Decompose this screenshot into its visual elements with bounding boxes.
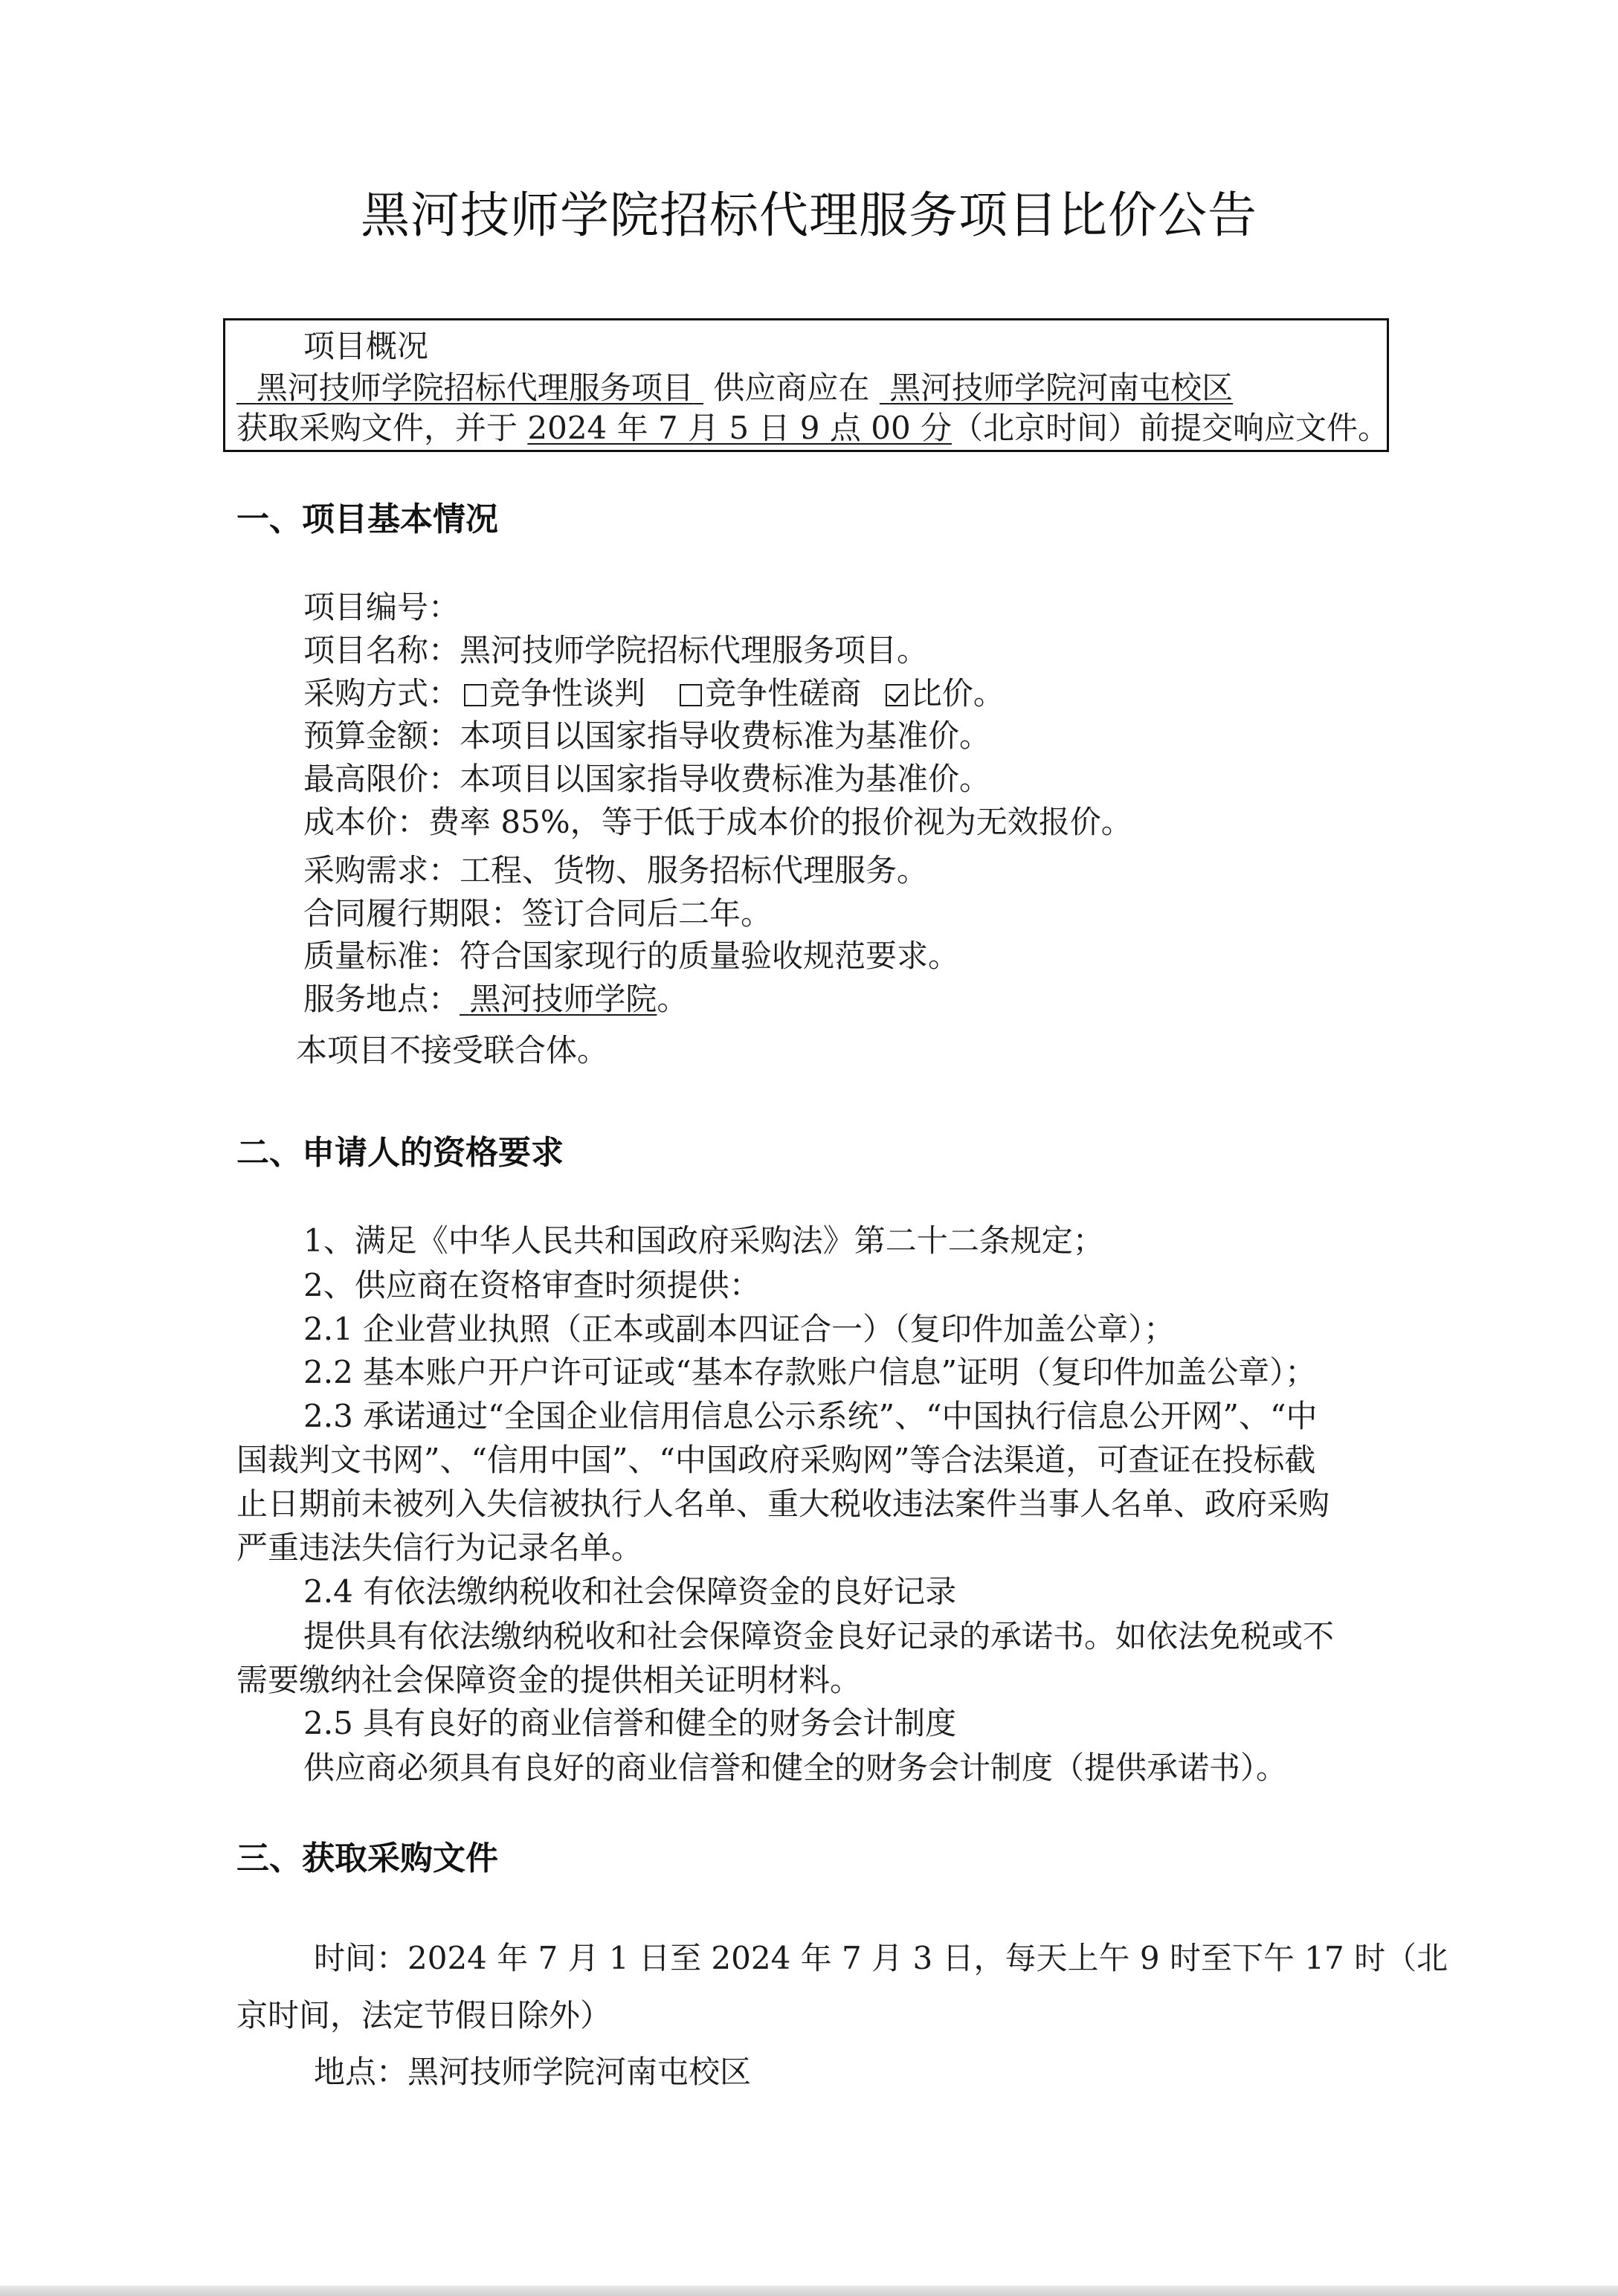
qualification-line: 1、满足《中华人民共和国政府采购法》第二十二条规定； bbox=[303, 1222, 1104, 1259]
overview-line2-pre: 获取采购文件，并于 bbox=[236, 410, 518, 446]
project-number: 项目编号： bbox=[303, 589, 460, 625]
procurement-demand: 采购需求：工程、货物、服务招标代理服务。 bbox=[303, 852, 929, 889]
method-option-negotiation: 竞争性谈判 bbox=[489, 675, 646, 712]
qualification-line: 2、供应商在资格审查时须提供： bbox=[303, 1267, 761, 1303]
scan-bottom-edge bbox=[0, 2286, 1618, 2296]
qualification-line: 2.3 承诺通过“全国企业信用信息公示系统”、“中国执行信息公开网”、“中 bbox=[303, 1398, 1318, 1434]
quality-standard: 质量标准：符合国家现行的质量验收规范要求。 bbox=[303, 938, 960, 974]
method-label: 采购方式： bbox=[303, 675, 460, 712]
qualification-line: 国裁判文书网”、“信用中国”、“中国政府采购网”等合法渠道，可查证在投标截 bbox=[236, 1442, 1316, 1478]
overview-deadline: 2024 年 7 月 5 日 9 点 00 分 bbox=[527, 410, 953, 446]
overview-heading: 项目概况 bbox=[303, 328, 429, 364]
service-location bbox=[303, 980, 688, 1019]
acquisition-time-line-2: 京时间，法定节假日除外） bbox=[236, 1997, 612, 2034]
section3-heading: 三、获取采购文件 bbox=[236, 1839, 498, 1877]
section1-heading: 一、项目基本情况 bbox=[236, 500, 498, 538]
page-title: 黑河技师学院招标代理服务项目比价公告 bbox=[361, 187, 1257, 244]
overview-line-2 bbox=[236, 409, 1389, 448]
acquisition-time-line-1: 时间：2024 年 7 月 1 日至 2024 年 7 月 3 日，每天上午 9 时至下午 17 时（北 bbox=[314, 1940, 1448, 1976]
checkbox-consultation bbox=[680, 684, 702, 706]
qualification-line: 止日期前未被列入失信被执行人名单、重大税收违法案件当事人名单、政府采购 bbox=[236, 1486, 1330, 1522]
overview-line1-mid: 供应商应在 bbox=[713, 370, 870, 406]
overview-project-name: 黑河技师学院招标代理服务项目 bbox=[256, 370, 694, 406]
max-price: 最高限价：本项目以国家指导收费标准为基准价。 bbox=[303, 761, 991, 797]
qualification-line: 2.2 基本账户开户许可证或“基本存款账户信息”证明（复印件加盖公章）； bbox=[303, 1354, 1317, 1390]
service-location-end: 。 bbox=[657, 981, 689, 1017]
qualification-line: 需要缴纳社会保障资金的提供相关证明材料。 bbox=[236, 1662, 862, 1698]
overview-line-1 bbox=[236, 369, 1233, 407]
no-consortium-note: 本项目不接受联合体。 bbox=[296, 1032, 609, 1068]
budget: 预算金额：本项目以国家指导收费标准为基准价。 bbox=[303, 718, 991, 754]
acquisition-location: 地点：黑河技师学院河南屯校区 bbox=[314, 2054, 752, 2090]
service-location-label: 服务地点： bbox=[303, 981, 460, 1017]
service-location-value: 黑河技师学院 bbox=[469, 981, 657, 1017]
method-option-price-comparison: 比价。 bbox=[910, 675, 1005, 712]
qualification-line: 供应商必须具有良好的商业信誉和健全的财务会计制度（提供承诺书）。 bbox=[303, 1750, 1288, 1786]
checkbox-negotiation bbox=[464, 684, 486, 706]
qualification-line: 2.4 有依法缴纳税收和社会保障资金的良好记录 bbox=[303, 1573, 957, 1610]
project-name: 项目名称：黑河技师学院招标代理服务项目。 bbox=[303, 632, 929, 668]
checkbox-price-comparison-checked bbox=[886, 684, 908, 706]
overview-location: 黑河技师学院河南屯校区 bbox=[889, 370, 1234, 406]
method-option-consultation: 竞争性磋商 bbox=[705, 675, 862, 712]
contract-period: 合同履行期限：签订合同后二年。 bbox=[303, 895, 773, 932]
section2-heading: 二、申请人的资格要求 bbox=[236, 1134, 564, 1172]
qualification-line: 严重违法失信行为记录名单。 bbox=[236, 1529, 643, 1566]
cost-price: 成本价：费率 85%，等于低于成本价的报价视为无效报价。 bbox=[303, 804, 1132, 840]
qualification-line: 提供具有依法缴纳税收和社会保障资金良好记录的承诺书。如依法免税或不 bbox=[303, 1618, 1335, 1654]
qualification-line: 2.1 企业营业执照（正本或副本四证合一）（复印件加盖公章）； bbox=[303, 1311, 1176, 1347]
qualification-line: 2.5 具有良好的商业信誉和健全的财务会计制度 bbox=[303, 1705, 957, 1741]
overview-line2-post: （北京时间）前提交响应文件。 bbox=[952, 410, 1390, 446]
procurement-method bbox=[303, 674, 1005, 713]
